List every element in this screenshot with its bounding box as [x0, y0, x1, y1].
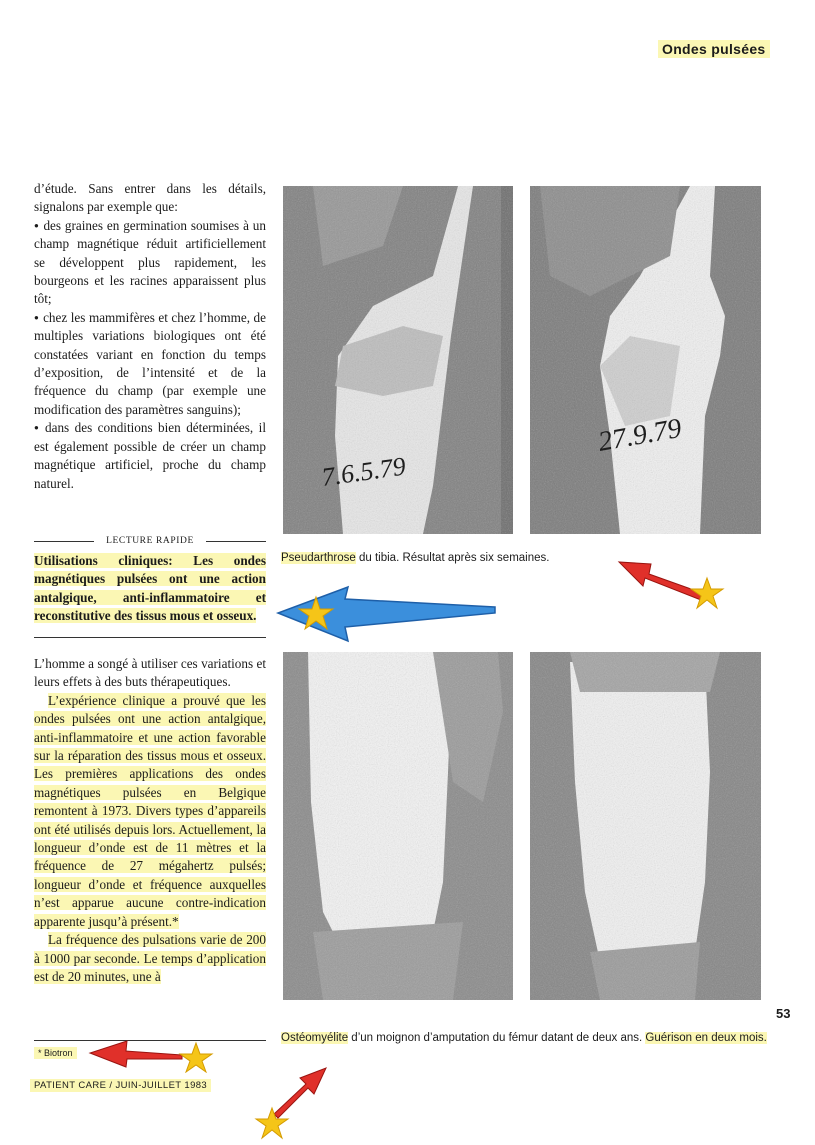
quick-read-text: Utilisations cliniques: Les ondes magnétiques pulsées ont une action antalgique, anti-inflammatoire et reconstitutive des tissus mous et osseux.: [34, 553, 266, 624]
bullet-item: ● dans des conditions bien déterminées, il est également possible de créer un champ magnétique artificiel, proche du champ naturel.: [34, 419, 266, 493]
journal-footer: PATIENT CARE / JUIN-JUILLET 1983: [30, 1079, 211, 1092]
star-icon: [256, 1108, 288, 1138]
footnote: * Biotron: [34, 1047, 77, 1059]
star-icon: [691, 578, 723, 608]
xray-femur-after: [530, 652, 761, 1000]
caption-text: du tibia. Résultat après six semaines.: [355, 552, 550, 564]
bullet-item: ● chez les mammifères et chez l’homme, de multiples variations biologiques ont été constatées variant en fonction du temps d’exposition, de l’intensité et de la fréquence du champ (par exemple une modification des paramètres sanguins);: [34, 309, 266, 419]
xray-tibia-before: [283, 186, 513, 534]
xray-tibia-after: [530, 186, 761, 534]
star-icon: [299, 597, 333, 629]
red-arrow-annotation: [615, 552, 730, 612]
page-number: 53: [776, 1006, 791, 1021]
body-column-top: [34, 180, 266, 493]
paragraph: L’homme a songé à utiliser ces variations et leurs effets à des buts thérapeutiques.: [34, 656, 266, 690]
caption-text: d’un moignon d’amputation du fémur datant de deux ans.: [348, 1032, 646, 1044]
figure-caption-top: [281, 550, 621, 566]
running-title: Ondes pulsées: [658, 40, 770, 58]
blue-arrow-annotation: [270, 585, 505, 645]
caption-term: Pseudarthrose: [281, 552, 356, 564]
intro-paragraph: d’étude. Sans entrer dans les détails, signalons par exemple que:: [34, 181, 266, 215]
quick-read-heading: LECTURE RAPIDE: [94, 533, 206, 549]
film-date-label: 7.6.5.79: [319, 451, 408, 492]
divider: [34, 637, 266, 638]
caption-text-highlighted: Guérison en deux mois.: [645, 1032, 767, 1044]
paragraph-highlighted: La fréquence des pulsations varie de 200 à 1000 par seconde. Le temps d’application est de 20 minutes, une à: [34, 932, 266, 984]
film-date-label: 27.9.79: [595, 412, 684, 458]
figure-caption-bottom: [281, 1030, 771, 1046]
xray-femur-before: [283, 652, 513, 1000]
paragraph-highlighted: L’expérience clinique a prouvé que les ondes pulsées ont une action antalgique, anti-inflammatoire et une action favorable sur la réparation des tissus mous et osseux. Les premières applications des ondes magnétiques pulsées en Belgique remontent à 1973. Divers types d’appareils ont été utilisés depuis lors. Actuellement, la longueur d’onde est de 11 mètres et la fréquence de 27 mégahertz pulsés; longueur d’onde et fréquence auxquelles n’est apparue aucune contre-indication apparente jusqu’à présent.*: [34, 692, 266, 929]
bullet-item: ● des graines en germination soumises à un champ magnétique réduit artificiellement se développent plus rapidement, les bourgeons et les racines apparaissent plus tôt;: [34, 217, 266, 309]
body-column-bottom: [34, 655, 266, 986]
divider: [34, 1040, 266, 1041]
red-arrow-annotation: [250, 1066, 335, 1144]
star-icon: [180, 1043, 212, 1072]
quick-read-box: [34, 533, 266, 638]
caption-term: Ostéomyélite: [281, 1032, 349, 1044]
